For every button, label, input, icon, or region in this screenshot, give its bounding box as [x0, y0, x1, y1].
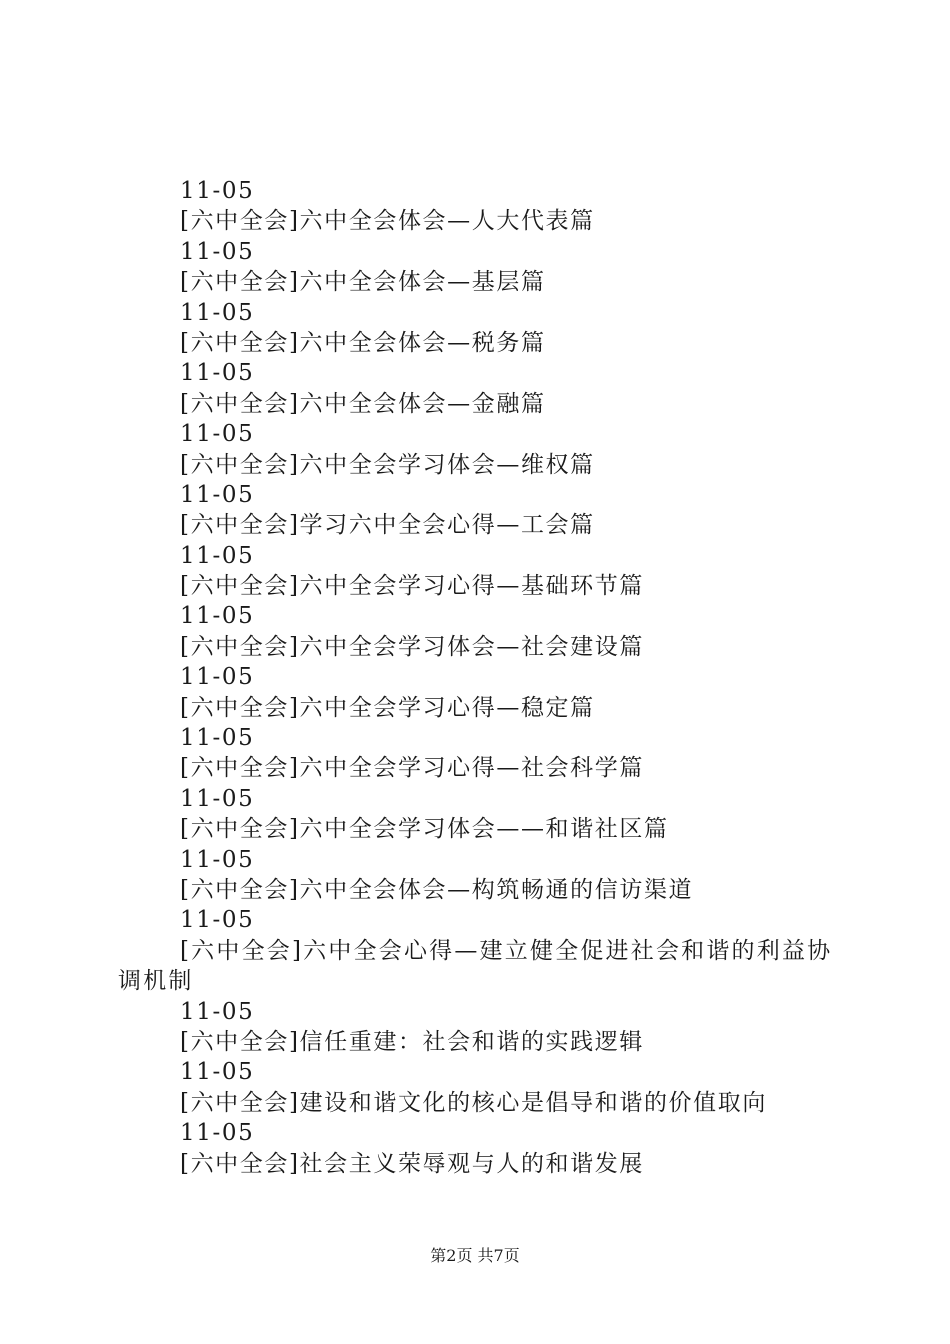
entry-date: 11-05: [180, 421, 255, 448]
entry-date: 11-05: [180, 664, 255, 691]
page-number-footer: 第2页 共7页: [430, 1246, 520, 1265]
entry-date: 11-05: [180, 178, 255, 204]
entry-title: [六中全会]建设和谐文化的核心是倡导和谐的价值取向: [180, 1089, 767, 1116]
entry-title: [六中全会]六中全会学习体会—维权篇: [180, 451, 595, 478]
entry-date: 11-05: [180, 1059, 255, 1086]
entry-title: [六中全会]六中全会学习心得—稳定篇: [180, 694, 595, 721]
entry-title: [六中全会]六中全会体会—人大代表篇: [180, 208, 595, 235]
entry-title: [六中全会]社会主义荣辱观与人的和谐发展: [180, 1150, 644, 1177]
entry-title: [六中全会]六中全会学习心得—基础环节篇: [180, 573, 644, 600]
entry-title: [六中全会]六中全会学习心得—社会科学篇: [180, 755, 644, 782]
entry-title: [六中全会]六中全会体会—金融篇: [180, 390, 546, 417]
entry-title: [六中全会]六中全会体会—构筑畅通的信访渠道: [180, 876, 694, 903]
entry-date: 11-05: [180, 998, 255, 1025]
entry-title: [六中全会]六中全会学习体会—社会建设篇: [180, 633, 644, 660]
entry-title: [六中全会]信任重建：社会和谐的实践逻辑: [180, 1028, 644, 1055]
entry-date: 11-05: [180, 603, 255, 630]
entry-title: [六中全会]六中全会体会—基层篇: [180, 269, 546, 296]
entry-date: 11-05: [180, 1120, 255, 1147]
entry-date: 11-05: [180, 360, 255, 387]
entry-title: [六中全会]六中全会学习体会——和谐社区篇: [180, 816, 669, 843]
entry-title: [六中全会]六中全会心得—建立健全促进社会和谐的利益协调机制: [118, 937, 833, 995]
entry-date: 11-05: [180, 907, 255, 934]
entry-date: 11-05: [180, 785, 255, 812]
entry-date: 11-05: [180, 481, 255, 508]
entry-title: [六中全会]学习六中全会心得—工会篇: [180, 512, 595, 539]
entry-date: 11-05: [180, 846, 255, 873]
entry-title: [六中全会]六中全会体会—税务篇: [180, 329, 546, 356]
entry-date: 11-05: [180, 542, 255, 569]
entry-date: 11-05: [180, 299, 255, 326]
entry-date: 11-05: [180, 725, 255, 752]
entry-list: [118, 176, 838, 1179]
entry-date: 11-05: [180, 238, 255, 265]
